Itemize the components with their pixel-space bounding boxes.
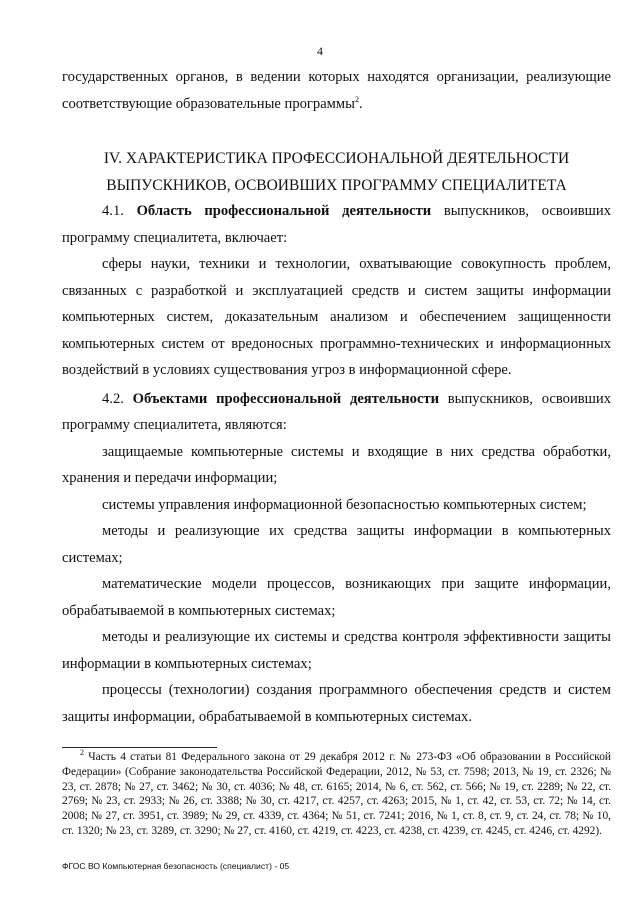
list-item: методы и реализующие их системы и средства контроля эффективности защиты информации в компьютерных системах; <box>62 629 611 672</box>
paragraph-bold-term: Объектами профессиональной деятельности <box>132 390 440 407</box>
footnote-ref: 2 <box>354 94 359 104</box>
paragraph-4-1: 4.1. Область профессиональной деятельности выпускников, освоивших программу специалитета, включает: <box>62 203 611 246</box>
paragraph-bold-term: Область профессиональной деятельности <box>136 203 432 219</box>
paragraph-number: 4.2. <box>102 390 124 407</box>
intro-paragraph <box>62 64 611 117</box>
footnote-marker: 2 <box>80 748 84 758</box>
paragraph-4-2: 4.2. Объектами профессиональной деятельности выпускников, освоивших программу специалитета, являются: <box>62 390 611 433</box>
footnote-text: Часть 4 статьи 81 Федерального закона от 29 декабря 2012 г. № 273-ФЗ «Об образовании в Российской Федерации» (Собрание законодательства Российской Федерации, 2012, № 53, ст. 7598; 2013, № 19, ст. 2326; № 23, ст. 2878; № 27, ст. 3462; № 30, ст. 4036; № 48, ст. 6165; 2014, № 6, ст. 562, ст. 566; № 19, ст. 2289; № 22, ст. 2769; № 23, ст. 2933; № 26, ст. 3388; № 30, ст. 4217, ст. 4257, ст. 4263; 2015, № 1, ст. 42, ст. 53, ст. 72; № 14, ст. 2008; № 27, ст. 3951, ст. 3989; № 29, ст. 4339, ст. 4364; № 51, ст. 7241; 2016, № 1, ст. 8, ст. 9, ст. 24, ст. 78; № 10, ст. 1320; № 23, ст. 3289, ст. 3290; № 27, ст. 4160, ст. 4219, ст. 4223, ст. 4238, ст. 4239, ст. 4245, ст. 4246, ст. 4292). <box>62 751 611 837</box>
list-item: системы управления информационной безопасностью компьютерных систем; <box>102 496 587 513</box>
footnote <box>62 750 611 839</box>
paragraph-number: 4.1. <box>102 203 124 219</box>
section-title-line1: IV. ХАРАКТЕРИСТИКА ПРОФЕССИОНАЛЬНОЙ ДЕЯТЕЛЬНОСТИ <box>103 150 570 167</box>
footnote-divider <box>62 747 217 748</box>
list-item: математические модели процессов, возникающих при защите информации, обрабатываемой в компьютерных системах; <box>62 576 611 619</box>
section-title <box>62 146 611 199</box>
page-number: 4 <box>317 44 323 58</box>
section-body <box>62 198 611 730</box>
section-title-line2: ВЫПУСКНИКОВ, ОСВОИВШИХ ПРОГРАММУ СПЕЦИАЛИТЕТА <box>106 176 567 194</box>
paragraph-4-1-body: сферы науки, техники и технологии, охватывающие совокупность проблем, связанных с разработкой и эксплуатацией средств и систем защиты информации компьютерных систем, доказательным анализом и обеспечением защищенности компьютерных систем от вредоносных программно-технических и информационных воздействий в условиях существования угроз в информационной сфере. <box>62 256 611 378</box>
document-footer: ФГОС ВО Компьютерная безопасность (специалист) - 05 <box>62 861 290 871</box>
list-item: процессы (технологии) создания программного обеспечения средств и систем защиты информации, обрабатываемой в компьютерных системах. <box>62 682 611 725</box>
intro-text: государственных органов, в ведении которых находятся организации, реализующие соответствующие образовательные программы$^2$. <box>62 69 611 112</box>
list-item: методы и реализующие их средства защиты информации в компьютерных системах; <box>62 523 611 566</box>
list-item: защищаемые компьютерные системы и входящие в них средства обработки, хранения и передачи информации; <box>62 443 611 486</box>
